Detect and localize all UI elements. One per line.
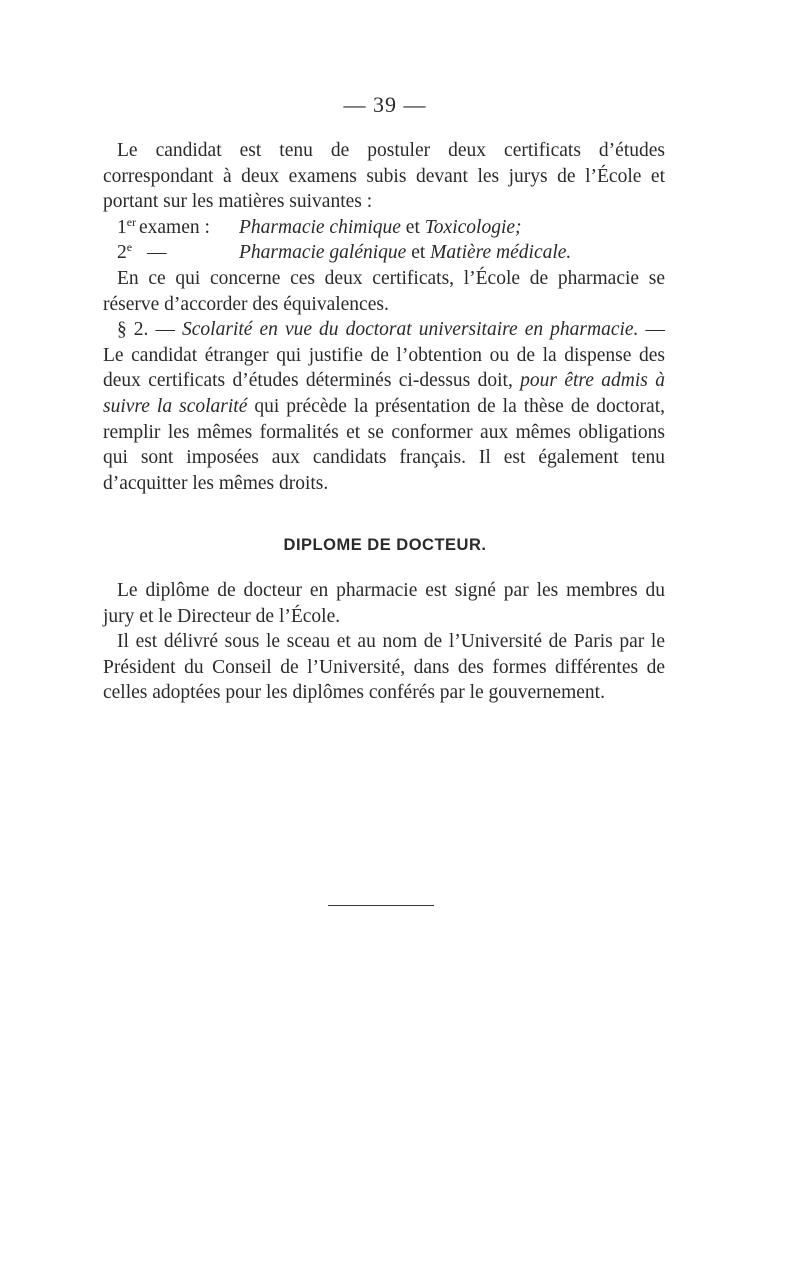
exam-2-ditto: — (147, 242, 167, 264)
section-2-paragraph (103, 317, 665, 496)
diploma-paragraph-1: Le diplôme de docteur en pharmacie est signé par les membres du jury et le Directeur de l’École. (103, 580, 665, 627)
end-rule (328, 905, 434, 906)
exam-1-label: examen : (139, 216, 210, 238)
section-2-prefix: § 2. — (117, 319, 183, 341)
diploma-paragraph-2: Il est délivré sous le sceau et au nom de l’Université de Paris par le Président du Conseil de l’Université, dans des formes différentes de celles adoptées pour les diplômes conférés par le gouvernement. (103, 631, 665, 704)
section-2-text-b: qui précède la présentation de la thèse de doctorat, remplir les mêmes formalités et se conformer aux mêmes obligations qui sont imposées aux candidats français. Il est également tenu d’acquitter les mêmes droits. (103, 395, 666, 494)
section-2-text-a: — Le candidat étranger qui justifie de l’obtention ou de la dispense des deux certificats d’études déterminés ci-dessus doit, (103, 319, 666, 392)
main-text (103, 138, 665, 496)
intro-paragraph: Le candidat est tenu de postuler deux certificats d’études correspondant à deux examens subis devant les jurys de l’École et portant sur les matières suivantes : (103, 140, 665, 213)
section-2-italic: pour être admis à suivre la scolarité (103, 370, 665, 417)
exam-2-subject-1: Pharmacie galénique (239, 242, 407, 264)
page-number: — 39 — (343, 92, 427, 117)
section-title: DIPLOME DE DOCTEUR. (283, 536, 487, 554)
exam-1-subject-1: Pharmacie chimique (239, 216, 401, 238)
exam-1-subject-2: Toxicologie; (424, 216, 522, 238)
equivalences-paragraph: En ce qui concerne ces deux certificats, l’École de pharmacie se réserve d’accorder des équivalences. (103, 267, 665, 315)
exam-1-connector: et (400, 216, 425, 238)
exam-2-subject-2: Matière médicale. (430, 242, 572, 264)
diploma-text (103, 578, 665, 706)
exam-2-number: 2e (117, 240, 133, 264)
exam-2-connector: et (406, 242, 431, 264)
section-2-heading: Scolarité en vue du doctorat universitaire en pharmacie. (182, 319, 639, 341)
exam-1-number: 1er (117, 214, 137, 238)
exam-1-line (103, 215, 665, 241)
exam-2-line (103, 240, 665, 266)
